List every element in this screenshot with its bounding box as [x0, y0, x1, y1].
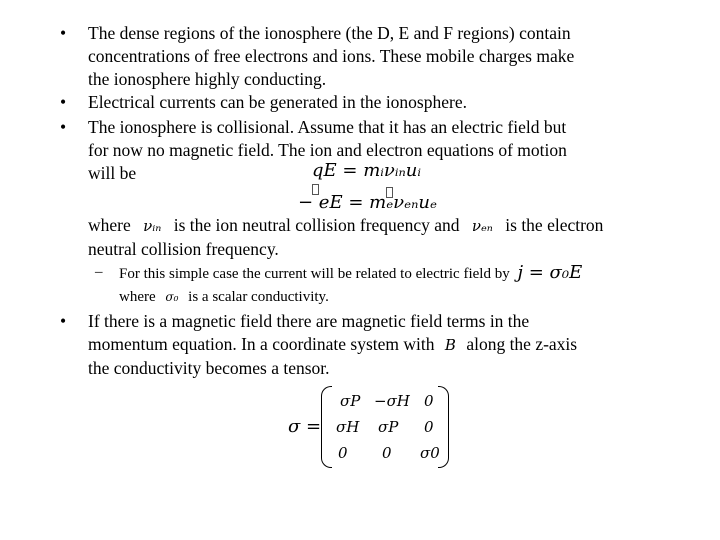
electron-equation-text: − eE = mₑνₑₙuₑ	[298, 192, 437, 213]
bullet-line: will be	[88, 163, 137, 183]
bullet-line: momentum equation. In a coordinate system with	[88, 334, 435, 354]
electron-equation	[298, 192, 437, 213]
tensor-cell: 0	[424, 418, 434, 436]
bullet-marker: •	[60, 92, 67, 112]
bullet-marker: •	[60, 117, 67, 137]
nu-in-symbol: νᵢₙ	[143, 217, 162, 235]
neutral-frequency-text: neutral collision frequency.	[88, 239, 279, 259]
bullet-marker: •	[60, 23, 67, 43]
bullet-line: If there is a magnetic field there are magnetic field terms in the	[88, 311, 530, 331]
where-word: where	[119, 289, 156, 305]
sub-bullet-line: For this simple case the current will be related to electric field by	[119, 266, 510, 282]
bullet-line: the ionosphere highly conducting.	[88, 69, 327, 89]
tensor-cell: σP	[378, 418, 399, 436]
sub-bullet-current	[95, 261, 582, 309]
tensor-lhs: σ =	[288, 416, 322, 437]
tensor-cell: σ0	[420, 444, 440, 462]
bullet-marker: •	[60, 311, 67, 331]
tensor-cell: 0	[424, 392, 434, 410]
electron-text: is the electron	[505, 215, 604, 235]
ion-equation-text: qE = mᵢνᵢₙuᵢ	[312, 160, 421, 181]
current-formula: j = σ₀E	[517, 262, 583, 283]
tensor-cell: σH	[336, 418, 360, 436]
bullet-electrical-currents	[60, 91, 660, 114]
where-word: where	[88, 215, 131, 235]
tensor-cell: 0	[382, 444, 392, 462]
conductivity-tensor	[288, 388, 458, 470]
ion-frequency-text: is the ion neutral collision frequency and	[173, 215, 460, 235]
bullet-line: along the z-axis	[466, 334, 578, 354]
tensor-cell: 0	[338, 444, 348, 462]
bullet-line: The dense regions of the ionosphere (the D, E and F regions) contain	[88, 23, 571, 43]
bullet-line: The ionosphere is collisional. Assume that it has an electric field but	[88, 117, 567, 137]
tensor-cell: −σH	[374, 392, 410, 410]
sigma0-symbol: σ₀	[165, 290, 179, 304]
bullet-dense-regions	[60, 22, 660, 91]
bullet-magnetic-field	[60, 310, 660, 380]
where-collision-text	[60, 214, 660, 261]
sub-bullet-marker: –	[95, 264, 103, 280]
left-parenthesis	[321, 386, 332, 468]
tensor-cell: σP	[340, 392, 361, 410]
bullet-line: the conductivity becomes a tensor.	[88, 358, 330, 378]
ion-equation	[312, 160, 421, 181]
b-field-symbol: B	[444, 336, 456, 354]
bullet-line: concentrations of free electrons and ions. These mobile charges make	[88, 46, 575, 66]
bullet-line: for now no magnetic field. The ion and electron equations of motion	[88, 140, 567, 160]
scalar-conductivity-text: is a scalar conductivity.	[188, 289, 329, 305]
nu-en-symbol: νₑₙ	[471, 217, 493, 235]
bullet-line: Electrical currents can be generated in the ionosphere.	[88, 92, 467, 112]
